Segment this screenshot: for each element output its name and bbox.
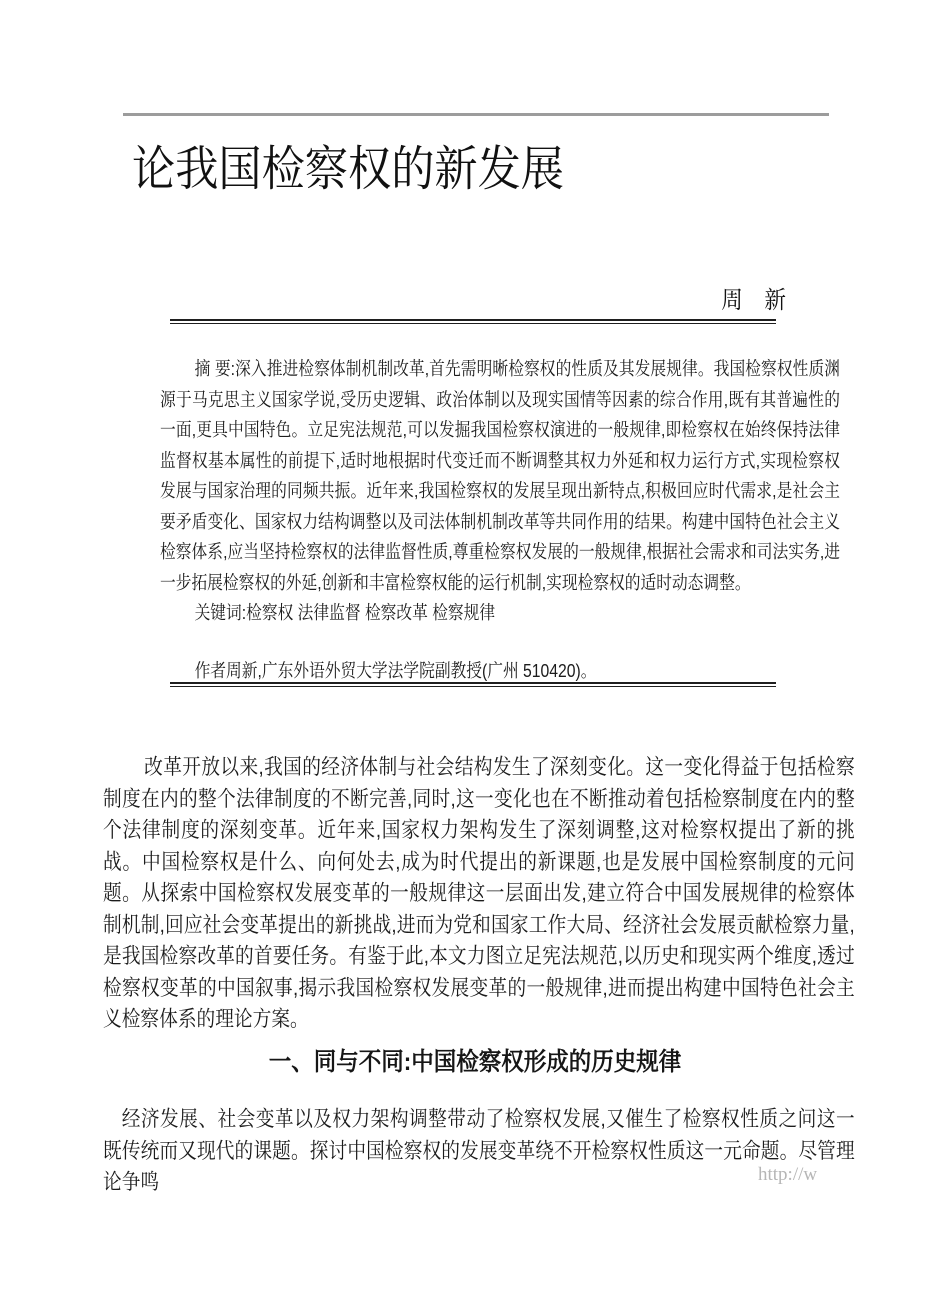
front-matter — [160, 354, 840, 686]
keywords-label: 关键词: — [194, 602, 247, 623]
top-divider-rule — [123, 113, 829, 116]
keywords-line — [160, 598, 840, 629]
body-section-1 — [103, 1104, 855, 1199]
author-name: 周 新 — [721, 287, 786, 314]
front-matter-bottom-rule — [170, 682, 776, 687]
abstract-label: 摘 要: — [194, 358, 236, 379]
author-divider-rule — [170, 319, 776, 324]
paper-title: 论我国检察权的新发展 — [132, 143, 565, 196]
body-intro — [103, 752, 855, 1036]
abstract-paragraph — [160, 354, 840, 598]
section-heading-1: 一、同与不同:中国检察权形成的历史规律 — [268, 1048, 682, 1076]
body-paragraph-2: 经济发展、社会变革以及权力架构调整带动了检察权发展,又催生了检察权性质之问这一既传统而又现代的课题。探讨中国检察权的发展变革绕不开检察权性质这一元命题。尽管理论争鸣 — [103, 1107, 855, 1194]
url-watermark: http://w — [758, 1164, 818, 1185]
body-paragraph-1: 改革开放以来,我国的经济体制与社会结构发生了深刻变化。这一变化得益于包括检察制度在内的整个法律制度的不断完善,同时,这一变化也在不断推动着包括检察制度在内的整个法律制度的深刻变革。近年来,国家权力架构发生了深刻调整,这对检察权提出了新的挑战。中国检察权是什么、向何处去,成为时代提出的新课题,也是发展中国检察制度的元问题。从探索中国检察权发展变革的一般规律这一层面出发,建立符合中国发展规律的检察体制机制,回应社会变革提出的新挑战,进而为党和国家工作大局、经济社会发展贡献检察力量,是我国检察改革的首要任务。有鉴于此,本文力图立足宪法规范,以历史和现实两个维度,透过检察权变革的中国叙事,揭示我国检察权发展变革的一般规律,进而提出构建中国特色社会主义检察体系的理论方案。 — [103, 755, 855, 1031]
author-affiliation-note: 作者周新,广东外语外贸大学法学院副教授(广州 510420)。 — [194, 659, 597, 681]
keywords-text: 检察权 法律监督 检察改革 检察规律 — [246, 602, 496, 623]
abstract-text: 深入推进检察体制机制改革,首先需明晰检察权的性质及其发展规律。我国检察权性质渊源于马克思主义国家学说,受历史逻辑、政治体制以及现实国情等因素的综合作用,既有其普遍性的一面,更具中国特色。立足宪法规范,可以发掘我国检察权演进的一般规律,即检察权在始终保持法律监督权基本属性的前提下,适时地根据时代变迁而不断调整其权力外延和权力运行方式,实现检察权发展与国家治理的同频共振。近年来,我国检察权的发展呈现出新特点,积极回应时代需求,是社会主要矛盾变化、国家权力结构调整以及司法体制机制改革等共同作用的结果。构建中国特色社会主义检察体系,应当坚持检察权的法律监督性质,尊重检察权发展的一般规律,根据社会需求和司法实务,进一步拓展检察权的外延,创新和丰富检察权能的运行机制,实现检察权的适时动态调整。 — [160, 358, 840, 593]
